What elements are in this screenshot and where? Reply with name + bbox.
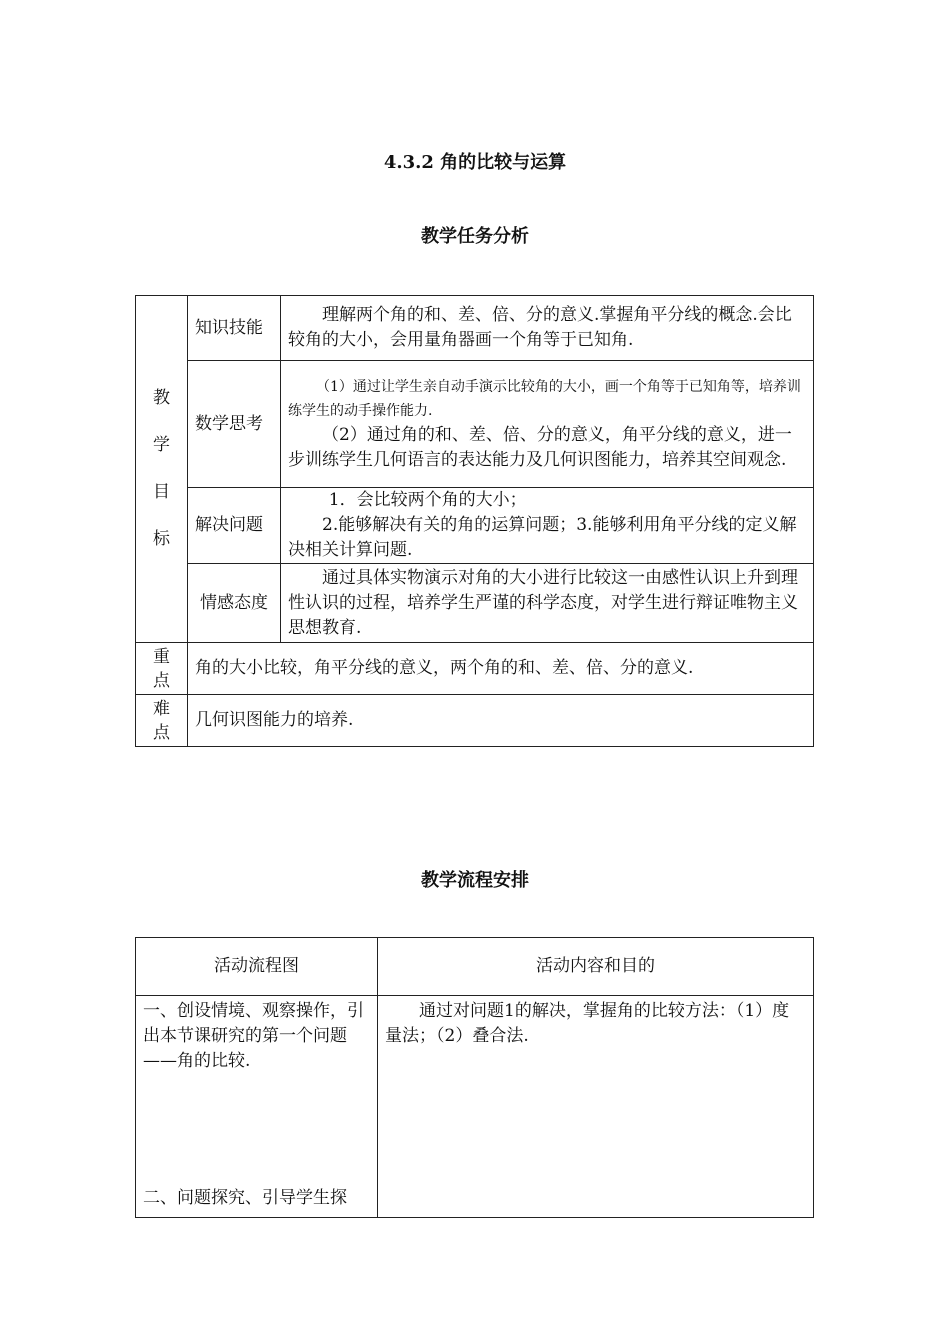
flow-step-2: 二、问题探究、引导学生探 — [143, 1188, 347, 1208]
row-content-knowledge: 理解两个角的和、差、倍、分的意义.掌握角平分线的概念.会比较角的大小，会用量角器画一个角等于已知角. — [281, 296, 814, 361]
key-point-label: 重 点 — [136, 643, 188, 695]
difficult-point-label: 难 点 — [136, 695, 188, 747]
table-row — [136, 296, 814, 361]
flow-header-chart: 活动流程图 — [136, 938, 378, 996]
row-content-problem-solving: 1．会比较两个角的大小； 2.能够解决有关的角的运算问题；3.能够利用角平分线的定义解决相关计算问题. — [281, 488, 814, 564]
teaching-flow-table — [135, 937, 814, 1218]
table-row — [136, 488, 814, 564]
task-analysis-table — [135, 295, 814, 747]
table-row — [136, 564, 814, 643]
table-row — [136, 996, 814, 1218]
row-label-thinking: 数学思考 — [188, 361, 281, 488]
table-row — [136, 361, 814, 488]
row-label-problem-solving: 解决问题 — [188, 488, 281, 564]
flow-content-1: 通过对问题1的解决，掌握角的比较方法：（1）度量法；（2）叠合法. — [378, 996, 814, 1218]
table-row — [136, 643, 814, 695]
document-title: 4.3.2 角的比较与运算 — [383, 152, 567, 173]
row-label-knowledge: 知识技能 — [188, 296, 281, 361]
row-label-attitude: 情感态度 — [188, 564, 281, 643]
section-heading-task-analysis: 教学任务分析 — [421, 226, 529, 247]
section-heading-flow: 教学流程安排 — [421, 870, 529, 891]
difficult-point-content: 几何识图能力的培养. — [188, 695, 814, 747]
goal-category-cell: 教 学 目 标 — [136, 296, 188, 643]
row-content-attitude: 通过具体实物演示对角的大小进行比较这一由感性认识上升到理性认识的过程，培养学生严谨的科学态度，对学生进行辩证唯物主义思想教育. — [281, 564, 814, 643]
key-point-content: 角的大小比较，角平分线的意义，两个角的和、差、倍、分的意义. — [188, 643, 814, 695]
flow-steps-cell — [136, 996, 378, 1218]
table-row — [136, 938, 814, 996]
row-content-thinking: （1）通过让学生亲自动手演示比较角的大小，画一个角等于已知角等，培养训练学生的动手操作能力. （2）通过角的和、差、倍、分的意义，角平分线的意义，进一步训练学生几何语言的表达能力及几何识图能力，培养其空间观念. — [281, 361, 814, 488]
flow-header-content: 活动内容和目的 — [378, 938, 814, 996]
table-row — [136, 695, 814, 747]
flow-step-1: 一、创设情境、观察操作，引出本节课研究的第一个问题——角的比较. — [143, 1001, 364, 1071]
